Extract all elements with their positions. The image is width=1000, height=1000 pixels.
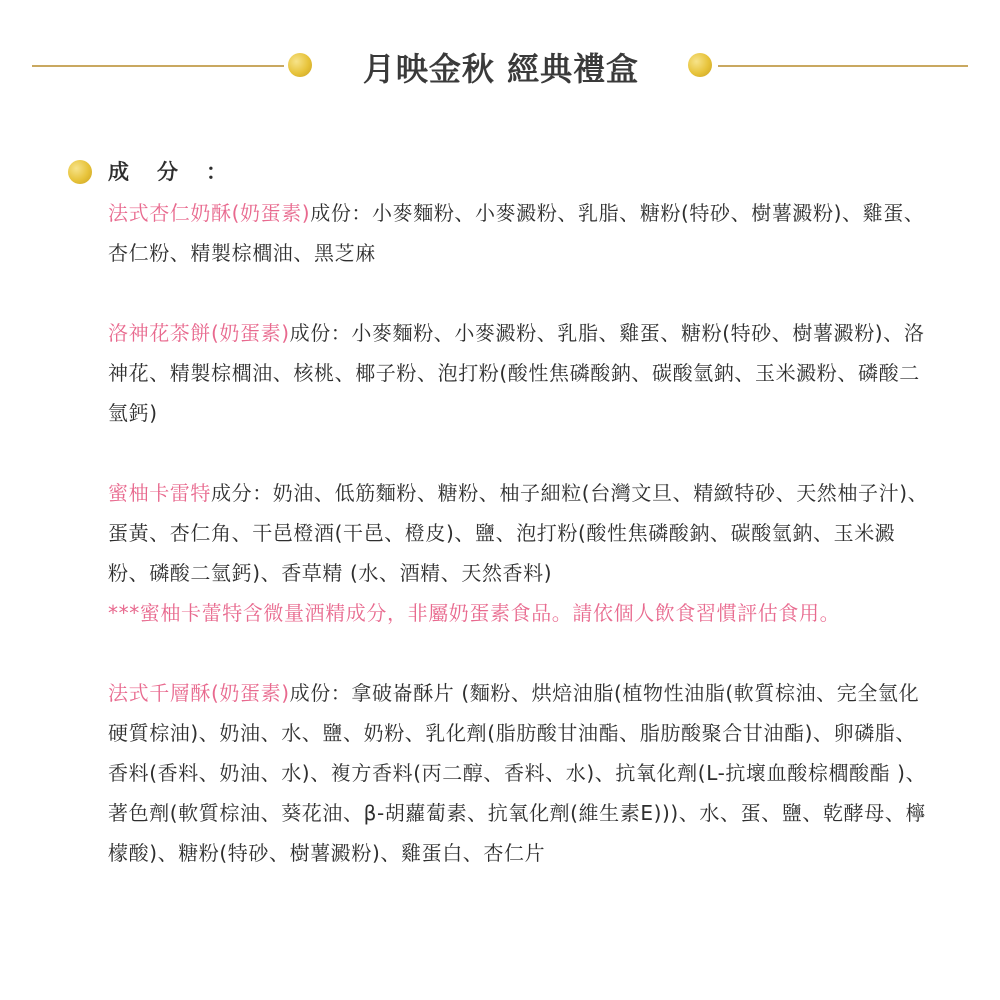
ingredient-item	[108, 673, 934, 873]
ingredient-text: 成份：小麥麵粉、小麥澱粉、乳脂、雞蛋、糖粉(特砂、樹薯澱粉)、洛神花、精製棕櫚油、核桃、椰子粉、泡打粉(酸性焦磷酸鈉、碳酸氫鈉、玉米澱粉、磷酸二氫鈣)	[108, 321, 925, 425]
section-label: 成分：	[108, 160, 255, 184]
header-rule-right	[718, 65, 968, 67]
product-name: 法式千層酥(奶蛋素)	[108, 681, 290, 705]
gold-dot-icon	[68, 160, 92, 184]
header-rule-left	[32, 65, 284, 67]
product-name: 蜜柚卡雷特	[108, 481, 211, 505]
gold-dot-icon	[688, 53, 712, 77]
ingredient-text: 成份：拿破崙酥片 (麵粉、烘焙油脂(植物性油脂(軟質棕油、完全氫化硬質棕油)、奶油、水、鹽、奶粉、乳化劑(脂肪酸甘油酯、脂肪酸聚合甘油酯)、卵磷脂、香料(香料、奶油、水)、複方香料(丙二醇、香料、水)、抗氧化劑(L-抗壞血酸棕櫚酸酯 )、著色劑(軟質棕油、葵花油、β-胡蘿蔔素、抗氧化劑(維生素E)))、水、蛋、鹽、乾酵母、檸檬酸)、糖粉(特砂、樹薯澱粉)、雞蛋白、杏仁片	[108, 681, 927, 865]
ingredient-text: 成份：小麥麵粉、小麥澱粉、乳脂、糖粉(特砂、樹薯澱粉)、雞蛋、杏仁粉、精製棕櫚油、黑芝麻	[108, 201, 925, 265]
ingredient-text: 成分：奶油、低筋麵粉、糖粉、柚子細粒(台灣文旦、精緻特砂、天然柚子汁)、蛋黃、杏仁角、干邑橙酒(干邑、橙皮)、鹽、泡打粉(酸性焦磷酸鈉、碳酸氫鈉、玉米澱粉、磷酸二氫鈣)、香草精 (水、酒精、天然香料)	[108, 481, 929, 585]
ingredient-item	[108, 193, 934, 273]
ingredients-content	[108, 193, 934, 873]
page-title: 月映金秋 經典禮盒	[362, 50, 640, 88]
gold-dot-icon	[288, 53, 312, 77]
ingredient-item	[108, 313, 934, 433]
ingredient-item	[108, 473, 934, 593]
page-header	[0, 38, 1000, 94]
product-name: 洛神花茶餅(奶蛋素)	[108, 321, 290, 345]
product-name: 法式杏仁奶酥(奶蛋素)	[108, 201, 311, 225]
alcohol-note: ***蜜柚卡蕾特含微量酒精成分，非屬奶蛋素食品。請依個人飲食習慣評估食用。	[108, 601, 841, 625]
